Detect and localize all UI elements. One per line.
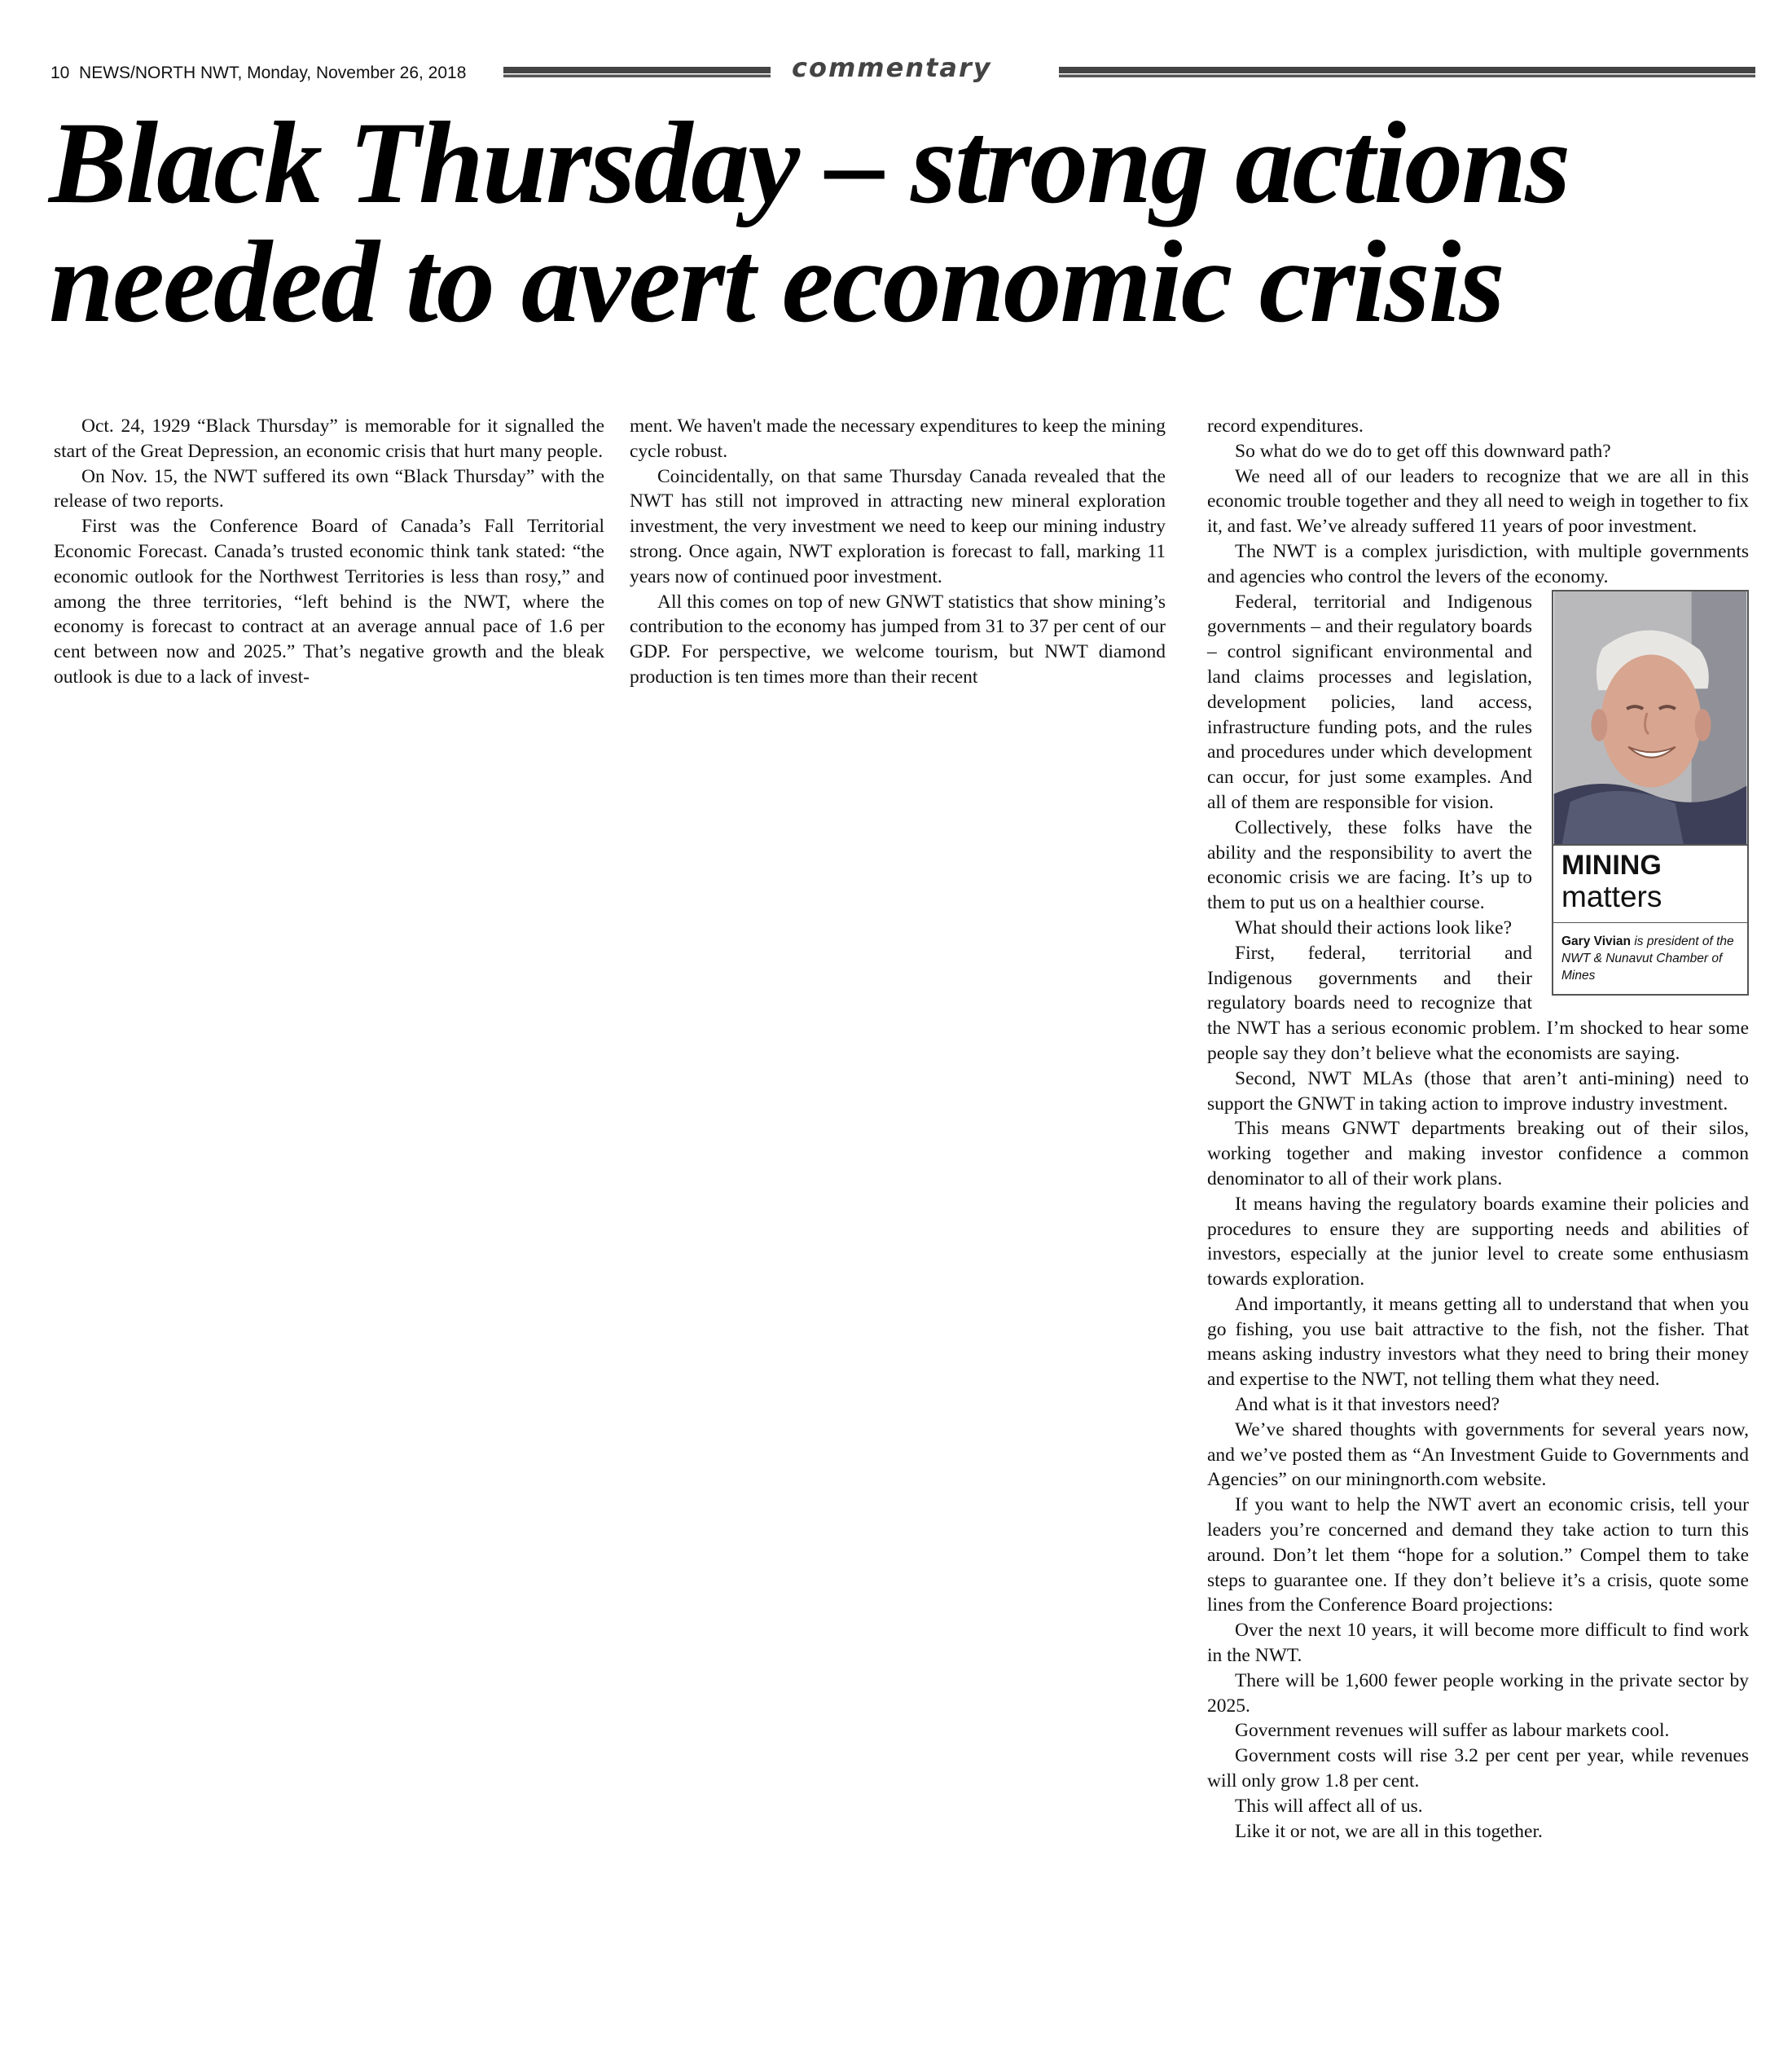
- paragraph: Government revenues will suffer as labour markets cool.: [1235, 1720, 1670, 1742]
- paragraph: If you want to help the NWT avert an economic crisis, tell your leaders you’re concerned and demand they take action to turn this around. Don’t let them “hope for a solution.” Compel them to take steps to guarantee one. If they don’t believe it’s a crisis, quote some lines from the Conference Board projections:: [1207, 1494, 1749, 1616]
- paragraph-continued: ment. We haven't made the necessary expenditures to keep the mining cycle robust.: [630, 416, 1166, 462]
- headline-line-2: needed to avert economic crisis: [49, 218, 1504, 347]
- paragraph: Government costs will rise 3.2 per cent per year, while revenues will only grow 1.8 per cent.: [1207, 1745, 1749, 1792]
- headline-line-1: Black Thursday – strong actions: [49, 99, 1570, 228]
- paragraph: We’ve shared thoughts with governments for several years now, and we’ve posted them as “An Investment Guide to Governments and Agencies” on our miningnorth.com website.: [1207, 1418, 1749, 1491]
- paragraph: This will affect all of us.: [1235, 1795, 1423, 1817]
- column-sidebar: [1552, 590, 1749, 996]
- paragraph: So what do we do to get off this downward path?: [1235, 440, 1611, 462]
- paragraph: Federal, territorial and Indigenous governments – and their regulatory boards – control significant environmental and land claims processes and legislation, development policies, land access, infrastructure funding pots, and the rules and procedures under which development can occur, for just some examples. And all of them are responsible for vision.: [1207, 591, 1532, 813]
- column-title: MINING: [1561, 849, 1662, 881]
- paragraph: Like it or not, we are all in this together.: [1235, 1820, 1543, 1842]
- paragraph: Coincidentally, on that same Thursday Canada revealed that the NWT has still not improved in attracting new mineral exploration investment, the very investment we need to keep our mining industry strong. Once again, NWT exploration is forecast to fall, marking 11 years now of continued poor investment.: [630, 465, 1166, 587]
- author-photo: [1553, 591, 1747, 846]
- body-column-1: [54, 414, 604, 690]
- paragraph: Oct. 24, 1929 “Black Thursday” is memorable for it signalled the start of the Great Depression, an economic crisis that hurt many people.: [54, 416, 604, 462]
- header-rule-right: [1059, 67, 1755, 77]
- page-number: 10: [51, 64, 70, 82]
- publication-line: NEWS/NORTH NWT, Monday, November 26, 2018: [79, 64, 467, 82]
- paragraph-continued: record expenditures.: [1207, 416, 1364, 437]
- paragraph: This means GNWT departments breaking out of their silos, working together and making investor confidence a common denominator to all of their work plans.: [1207, 1118, 1749, 1189]
- page-folio: [51, 64, 466, 83]
- paragraph: Over the next 10 years, it will become more difficult to find work in the NWT.: [1207, 1620, 1749, 1667]
- paragraph: It means having the regulatory boards examine their policies and procedures to ensure they are supporting needs and abilities of investors, especially at the junior level to create some enthusiasm towards exploration.: [1207, 1193, 1749, 1291]
- section-label: commentary: [792, 52, 992, 83]
- body-column-3: [1207, 414, 1749, 1844]
- paragraph: First was the Conference Board of Canada’s Fall Territorial Economic Forecast. Canada’s trusted economic think tank stated: “the economic outlook for the Northwest Territories is less than rosy,” and among the three territories, “left behind is the NWT, where the economy is forecast to contract at an average annual pace of 1.6 per cent between now and 2025.” That’s negative growth and the bleak outlook is due to a lack of invest-: [54, 516, 604, 688]
- paragraph: All this comes on top of new GNWT statistics that show mining’s contribution to the economy has jumped from 31 to 37 per cent of our GDP. For perspective, we welcome tourism, but NWT diamond production is ten times more than their recent: [630, 591, 1166, 688]
- paragraph: The NWT is a complex jurisdiction, with multiple governments and agencies who control the levers of the economy.: [1207, 540, 1749, 587]
- paragraph: Collectively, these folks have the ability and the responsibility to avert the economic crisis we are facing. It’s up to them to put us on a healthier course.: [1207, 816, 1532, 914]
- paragraph: And what is it that investors need?: [1235, 1394, 1500, 1416]
- paragraph: Second, NWT MLAs (those that aren’t anti-mining) need to support the GNWT in taking action to improve industry investment.: [1207, 1067, 1749, 1115]
- paragraph: There will be 1,600 fewer people working in the private sector by 2025.: [1207, 1669, 1749, 1717]
- column-subtitle: matters: [1553, 880, 1747, 923]
- headline: [49, 99, 1768, 347]
- paragraph: What should their actions look like?: [1235, 917, 1513, 939]
- header-rule-left: [503, 67, 771, 77]
- paragraph: On Nov. 15, the NWT suffered its own “Black Thursday” with the release of two reports.: [54, 465, 604, 512]
- paragraph: First, federal, territorial and Indigenous governments and their regulatory boards need to recognize that the NWT has a serious economic problem. I’m shocked to hear some people say they don’t believe what the economists are saying.: [1207, 942, 1749, 1064]
- paragraph: We need all of our leaders to recognize that we are all in this economic trouble together and they all need to weigh in together to fix it, and fast. We’ve already suffered 11 years of poor investment.: [1207, 465, 1749, 538]
- body-column-2: [630, 414, 1166, 690]
- author-name: Gary Vivian: [1561, 934, 1632, 948]
- author-bio-text: is president of the NWT & Nunavut Chamber of Mines: [1561, 934, 1734, 983]
- author-bio: [1553, 923, 1747, 994]
- paragraph: And importantly, it means getting all to understand that when you go fishing, you use bait attractive to the fish, not the fisher. That means asking industry investors what they need to bring their money and expertise to the NWT, not telling them what they need.: [1207, 1293, 1749, 1391]
